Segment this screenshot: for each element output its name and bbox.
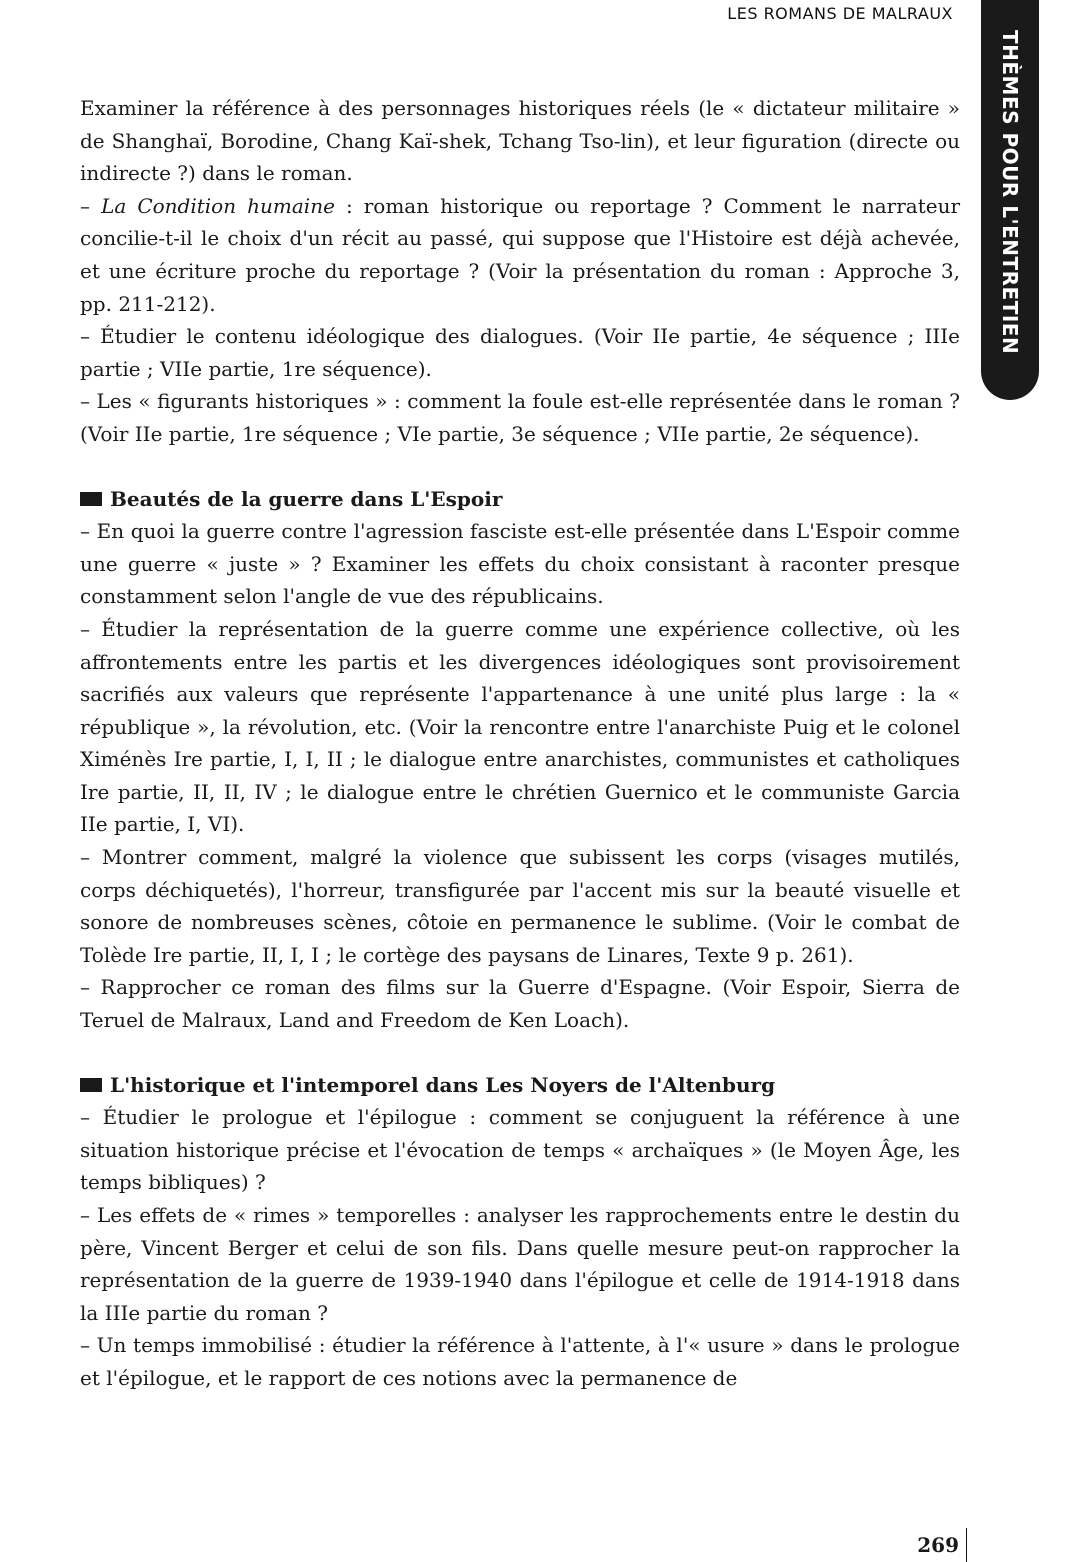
section-gap (80, 1037, 960, 1069)
paragraph: – La Condition humaine : roman historique ou reportage ? Comment le narrateur concilie-t-il le choix d'un récit au passé, qui suppose que l'Histoire est déjà achevée, et une écriture proche du reportage ? (Voir la présentation du roman : Approche 3, pp. 211-212). (80, 193, 961, 316)
section-heading (80, 1069, 960, 1102)
paragraph: Examiner la référence à des personnages historiques réels (le « dictateur militaire » de Shanghaï, Borodine, Chang Kaï-shek, Tchang Tso-lin), et leur figuration (directe ou indirecte ?) dans le roman. (80, 96, 960, 186)
paragraph: – Étudier le contenu idéologique des dialogues. (Voir IIe partie, 4e séquence ; IIIe partie ; VIIe partie, 1re séquence). (80, 324, 960, 381)
square-bullet-icon (80, 1078, 102, 1092)
book-title: La Condition humaine (101, 193, 335, 218)
page-body (80, 92, 960, 1395)
paragraph: – Montrer comment, malgré la violence que subissent les corps (visages mutilés, corps déchiquetés), l'horreur, transfigurée par l'accent mis sur la beauté visuelle et sonore de nombreuses scènes, côtoie en permanence le sublime. (Voir le combat de Tolède Ire partie, II, I, I ; le cortège des paysans de Linares, Texte 9 p. 261). (80, 845, 960, 967)
paragraph: – Les « figurants historiques » : comment la foule est-elle représentée dans le roman ? (Voir IIe partie, 1re séquence ; VIe partie, 3e séquence ; VIIe partie, 2e séquence). (80, 389, 960, 446)
folio-rule (966, 1528, 967, 1562)
side-tab (981, 0, 1039, 400)
paragraph: – Rapprocher ce roman des films sur la Guerre d'Espagne. (Voir Espoir, Sierra de Teruel de Malraux, Land and Freedom de Ken Loach). (80, 975, 960, 1033)
paragraph: – Étudier la représentation de la guerre comme une expérience collective, où les affrontements entre les partis et les divergences idéologiques sont provisoirement sacrifiés aux valeurs que représente l'appartenance à une unité plus large : la « république », la révolution, etc. (Voir la rencontre entre l'anarchiste Puig et le colonel Ximénès Ire partie, I, I, II ; le dialogue entre anarchistes, communistes et catholiques Ire partie, II, II, IV ; le dialogue entre le chrétien Guernico et le communiste Garcia IIe partie, I, VI). (80, 616, 960, 837)
paragraph: – Un temps immobilisé : étudier la référence à l'attente, à l'« usure » dans le prologue et l'épilogue, et le rapport de ces notions avec la permanence de (80, 1333, 960, 1390)
section-heading (80, 483, 960, 516)
side-tab-label: THÈMES POUR L'ENTRETIEN (998, 30, 1022, 355)
paragraph-text: : roman historique ou reportage ? Comment le narrateur concilie-t-il le choix d'un récit au passé, qui suppose que l'Histoire est déjà achevée, et une écriture proche du reportage ? (Voir la présentation du roman : Approche 3, pp. 211-212). (80, 193, 961, 316)
page-number: 269 (917, 1533, 959, 1557)
paragraph: – En quoi la guerre contre l'agression fasciste est-elle présentée dans L'Espoir comme une guerre « juste » ? Examiner les effets du choix consistant à raconter presque constamment selon l'angle de vue des républicains. (80, 519, 960, 609)
square-bullet-icon (80, 492, 102, 506)
running-header: LES ROMANS DE MALRAUX (727, 4, 953, 23)
section-heading-text: L'historique et l'intemporel dans Les Noyers de l'Altenburg (110, 1072, 776, 1097)
section-gap (80, 451, 960, 483)
paragraph: – Étudier le prologue et l'épilogue : comment se conjuguent la référence à une situation historique précise et l'évocation de temps « archaïques » (le Moyen Âge, les temps bibliques) ? (80, 1105, 960, 1195)
paragraph: – Les effets de « rimes » temporelles : analyser les rapprochements entre le destin du père, Vincent Berger et celui de son fils. Dans quelle mesure peut-on rapprocher la représentation de la guerre de 1939-1940 dans l'épilogue et celle de 1914-1918 dans la IIIe partie du roman ? (80, 1203, 960, 1325)
section-heading-text: Beautés de la guerre dans L'Espoir (110, 486, 503, 511)
